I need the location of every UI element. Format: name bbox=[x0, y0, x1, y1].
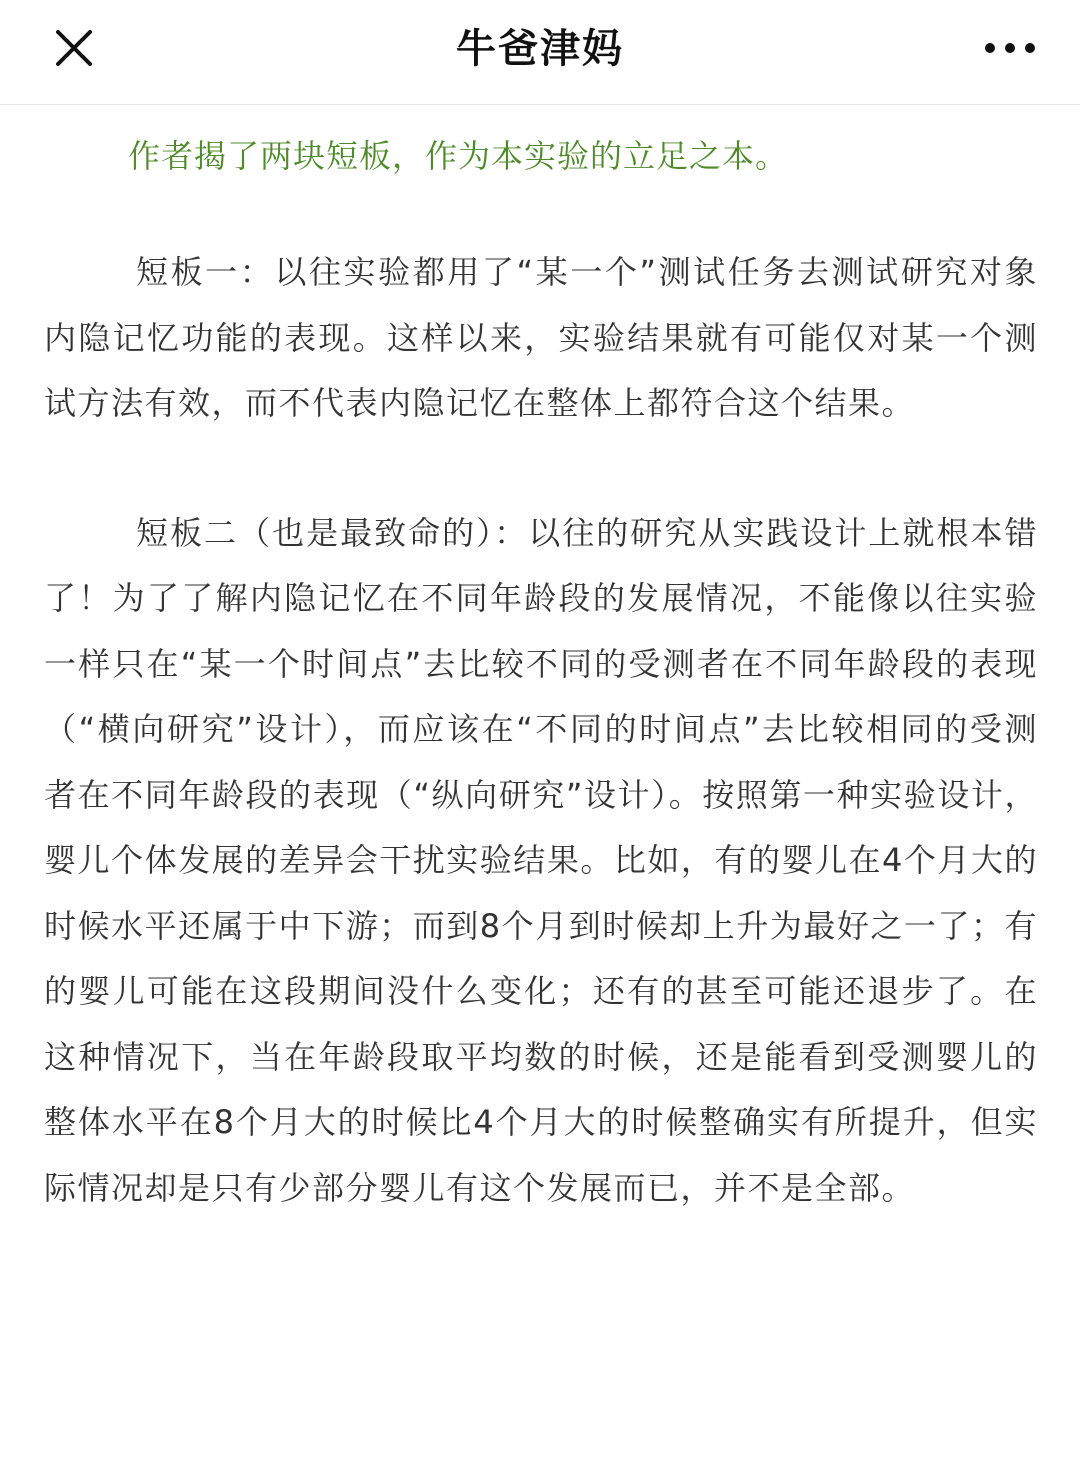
more-options-button[interactable] bbox=[980, 32, 1040, 64]
article-paragraph-1: 短板一：以往实验都用了“某一个”测试任务去测试研究对象内隐记忆功能的表现。这样以来，实验结果就有可能仅对某一个测试方法有效，而不代表内隐记忆在整体上都符合这个结果。 bbox=[44, 253, 1038, 422]
article-intro: 作者揭了两块短板，作为本实验的立足之本。 bbox=[128, 137, 789, 175]
article-paragraph-2: 短板二（也是最致命的）：以往的研究从实践设计上就根本错了！为了了解内隐记忆在不同年龄段的发展情况，不能像以往实验一样只在“某一个时间点”去比较不同的受测者在不同年龄段的表现（“横向研究”设计），而应该在“不同的时间点”去比较相同的受测者在不同年龄段的表现（“纵向研究”设计）。按照第一种实验设计，婴儿个体发展的差异会干扰实验结果。比如，有的婴儿在4个月大的时候水平还属于中下游；而到8个月到时候却上升为最好之一了；有的婴儿可能在这段期间没什么变化；还有的甚至可能还退步了。在这种情况下，当在年龄段取平均数的时候，还是能看到受测婴儿的整体水平在8个月大的时候比4个月大的时候整确实有所提升，但实际情况却是只有少部分婴儿有这个发展而已，并不是全部。 bbox=[44, 513, 1038, 1207]
page-title: 牛爸津妈 bbox=[456, 26, 624, 72]
article-content bbox=[44, 112, 1038, 1221]
top-navigation-bar bbox=[0, 0, 1080, 105]
more-horizontal-icon bbox=[980, 32, 1040, 64]
